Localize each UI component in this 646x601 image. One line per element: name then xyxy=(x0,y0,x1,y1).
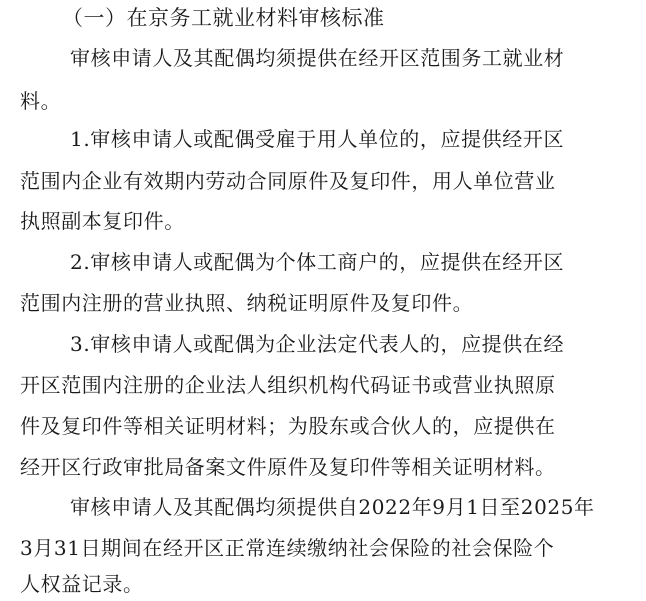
item-2-line-2: 范围内注册的营业执照、纳税证明原件及复印件。 xyxy=(20,291,474,315)
item-1-line-1: 1.审核申请人或配偶受雇于用人单位的，应提供经开区 xyxy=(70,127,565,151)
intro-line-1: 审核申请人及其配偶均须提供在经开区范围务工就业材 xyxy=(70,46,565,70)
section-heading: （一）在京务工就业材料审核标准 xyxy=(62,6,385,30)
item-3-line-4: 经开区行政审批局备案文件原件及复印件等相关证明材料。 xyxy=(20,455,556,479)
intro-line-2: 料。 xyxy=(20,89,62,113)
item-3-line-3: 件及复印件等相关证明材料；为股东或合伙人的，应提供在 xyxy=(20,414,556,438)
closing-line-3: 人权益记录。 xyxy=(20,572,144,596)
item-1-line-3: 执照副本复印件。 xyxy=(20,209,185,233)
closing-line-1: 审核申请人及其配偶均须提供自2022年9月1日至2025年 xyxy=(70,495,595,519)
closing-line-2: 3月31日期间在经开区正常连续缴纳社会保险的社会保险个 xyxy=(20,536,555,560)
item-3-line-2: 开区范围内注册的企业法人组织机构代码证书或营业执照原 xyxy=(20,373,556,397)
item-1-line-2: 范围内企业有效期内劳动合同原件及复印件，用人单位营业 xyxy=(20,169,556,193)
item-3-line-1: 3.审核申请人或配偶为企业法定代表人的，应提供在经 xyxy=(70,332,565,356)
item-2-line-1: 2.审核申请人或配偶为个体工商户的，应提供在经开区 xyxy=(70,250,565,274)
